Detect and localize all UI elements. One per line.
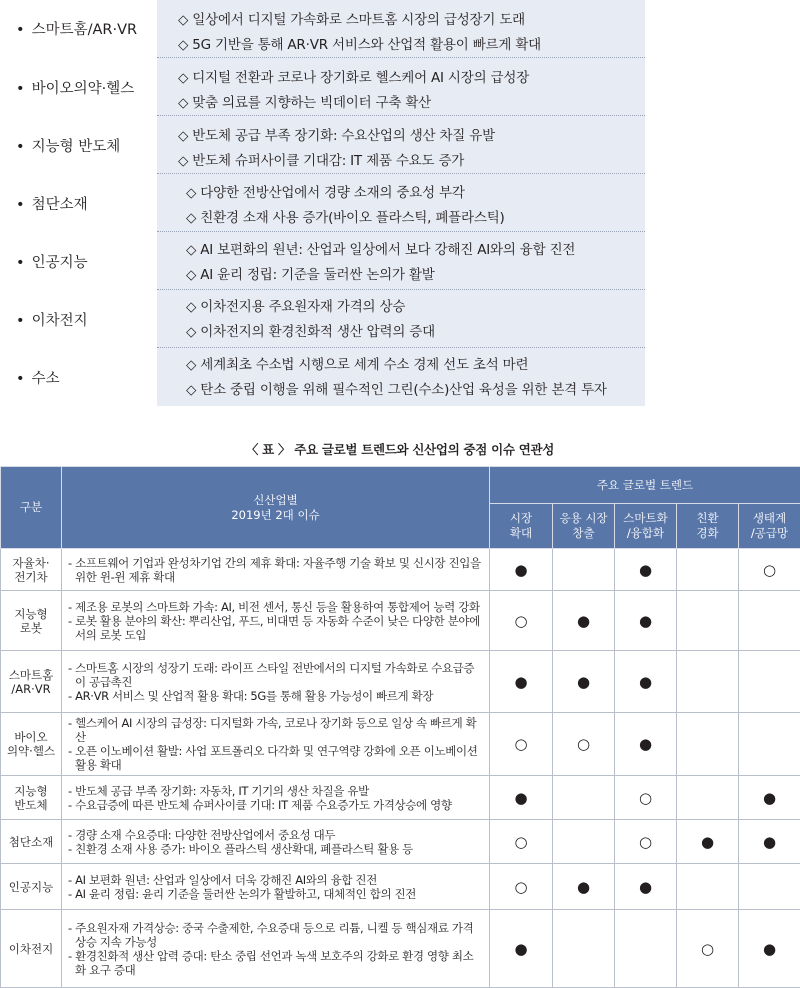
summary-item: ◇ 세계최초 수소법 시행으로 세계 수소 경제 선도 초석 마련 [186, 353, 528, 373]
trend-marker: ○ [490, 591, 553, 651]
summary-label: • 바이오의약·헬스 [16, 77, 134, 98]
table-row [1, 820, 800, 864]
trend-summary-list [0, 0, 800, 406]
summary-row [0, 115, 800, 173]
trend-marker [739, 713, 800, 776]
row-category [1, 776, 62, 820]
summary-item: ◇ 탄소 중립 이행을 위해 필수적인 그린(수소)산업 육성을 위한 본격 투자 [186, 378, 607, 398]
trend-marker [553, 820, 615, 864]
summary-item: ◇ 이차전지의 환경친화적 생산 압력의 증대 [186, 320, 435, 340]
summary-item: ◇ 다양한 전방산업에서 경량 소재의 중요성 부각 [186, 181, 465, 201]
header-trend [677, 504, 739, 549]
summary-item: ◇ 맞춤 의료를 지향하는 빅데이터 구축 확산 [178, 91, 431, 111]
row-description [62, 651, 490, 713]
description-line: - 경량 소재 수요증대: 다양한 전방산업에서 중요성 대두 [68, 828, 483, 842]
description-line: - AR·VR 서비스 및 산업적 활용 확대: 5G를 통해 활용 가능성이 빠르게 확장 [68, 689, 483, 703]
header-trend-line: 확대 [490, 526, 552, 541]
row-category [1, 549, 62, 591]
row-category-line: 지능형 [5, 784, 57, 798]
header-trend-line: 경화 [677, 526, 738, 541]
trend-marker: ● [615, 549, 677, 591]
trend-marker [739, 651, 800, 713]
header-issues [62, 467, 490, 549]
row-category [1, 910, 62, 988]
row-description [62, 591, 490, 651]
summary-item: ◇ 친환경 소재 사용 증가(바이오 플라스틱, 폐플라스틱) [186, 206, 505, 226]
trend-marker [677, 549, 739, 591]
description-line: - 오픈 이노베이션 활발: 사업 포트폴리오 다각화 및 연구역량 강화에 오픈 이노베이션 활용 확대 [68, 744, 483, 772]
header-trend-line: /융합화 [615, 526, 676, 541]
row-category [1, 591, 62, 651]
row-category-line: 로봇 [5, 621, 57, 635]
summary-row [0, 231, 800, 289]
description-line: - AI 보편화 원년: 산업과 일상에서 더욱 강해진 AI와의 융합 진전 [68, 873, 483, 887]
table-row [1, 549, 800, 591]
trend-marker: ● [490, 651, 553, 713]
description-line: - 친환경 소재 사용 증가: 바이오 플라스틱 생산확대, 폐플라스틱 활용 등 [68, 842, 483, 856]
summary-item: ◇ 반도체 슈퍼사이클 기대감: IT 제품 수요도 증가 [178, 149, 464, 169]
table-row [1, 651, 800, 713]
header-trend [615, 504, 677, 549]
row-category-line: 자율차· [5, 556, 57, 570]
description-line: - 수요급증에 따른 반도체 슈퍼사이클 기대: IT 제품 수요증가도 가격상승에 영향 [68, 798, 483, 812]
description-line: - 반도체 공급 부족 장기화: 자동차, IT 기기의 생산 차질을 유발 [68, 784, 483, 798]
table-row [1, 713, 800, 776]
trend-marker: ● [553, 651, 615, 713]
trend-marker [739, 591, 800, 651]
header-trend-line: /공급망 [739, 526, 800, 541]
trend-marker [739, 864, 800, 910]
trend-marker: ○ [615, 776, 677, 820]
trend-marker: ○ [490, 864, 553, 910]
row-description [62, 713, 490, 776]
summary-label: • 지능형 반도체 [16, 135, 120, 156]
summary-item: ◇ 반도체 공급 부족 장기화: 수요산업의 생산 차질 유발 [178, 124, 495, 144]
trend-marker [677, 864, 739, 910]
trend-marker: ○ [615, 820, 677, 864]
trend-marker: ● [739, 776, 800, 820]
trend-marker [553, 549, 615, 591]
row-category [1, 820, 62, 864]
summary-row [0, 173, 800, 231]
trend-marker [553, 910, 615, 988]
header-trend [490, 504, 553, 549]
description-line: - 주요원자재 가격상승: 중국 수출제한, 수요증대 등으로 리튬, 니켈 등 핵심재료 가격상승 지속 가능성 [68, 921, 483, 949]
trend-marker: ● [677, 820, 739, 864]
summary-item: ◇ 이차전지용 주요원자재 가격의 상승 [186, 295, 405, 315]
trend-marker: ○ [553, 713, 615, 776]
header-trend-line: 시장 [490, 511, 552, 526]
row-category-line: 이차전지 [5, 942, 57, 956]
trend-marker [677, 591, 739, 651]
summary-label: • 수소 [16, 367, 60, 388]
table-row [1, 910, 800, 988]
row-category-line: 바이오 [5, 730, 57, 744]
trend-marker [615, 910, 677, 988]
header-trends-group: 주요 글로벌 트렌드 [490, 467, 800, 504]
table-header-row [1, 467, 800, 504]
row-category-line: 지능형 [5, 607, 57, 621]
summary-item: ◇ AI 윤리 정립: 기준을 둘러싼 논의가 활발 [186, 263, 435, 283]
description-line: - 환경친화적 생산 압력 증대: 탄소 중립 선언과 녹색 보호주의 강화로 환경 영향 최소화 요구 증대 [68, 949, 483, 977]
trend-issue-table [0, 466, 800, 988]
description-line: - 로봇 활용 분야의 확산: 뿌리산업, 푸드, 비대면 등 자동화 수준이 낮은 다양한 분야에 서의 로봇 도입 [68, 614, 483, 642]
header-issues-line: 신산업별 [62, 493, 489, 508]
trend-marker: ● [739, 910, 800, 988]
row-category [1, 713, 62, 776]
header-issues-line: 2019년 2대 이슈 [62, 508, 489, 523]
summary-row [0, 289, 800, 347]
description-line: - 제조용 로봇의 스마트화 가속: AI, 비전 센서, 통신 등을 활용하여 통합제어 능력 강화 [68, 600, 483, 614]
trend-marker: ● [739, 820, 800, 864]
trend-marker: ○ [490, 713, 553, 776]
row-description [62, 820, 490, 864]
trend-marker: ● [490, 910, 553, 988]
summary-item: ◇ 디지털 전환과 코로나 장기화로 헬스케어 AI 시장의 급성장 [178, 66, 529, 86]
trend-marker: ● [615, 591, 677, 651]
trend-marker: ● [490, 549, 553, 591]
row-category-line: 인공지능 [5, 880, 57, 894]
trend-marker [677, 776, 739, 820]
row-category-line: 첨단소재 [5, 835, 57, 849]
table-row [1, 864, 800, 910]
summary-item: ◇ 5G 기반을 통해 AR·VR 서비스와 산업적 활용이 빠르게 확대 [178, 33, 541, 53]
summary-row [0, 347, 800, 406]
trend-marker: ● [615, 713, 677, 776]
description-line: - AI 윤리 정립: 윤리 기준을 둘러싼 논의가 활발하고, 대체적인 합의 진전 [68, 887, 483, 901]
table-caption: 〈 표 〉 주요 글로벌 트렌드와 신산업의 중점 이슈 연관성 [0, 440, 800, 458]
description-line: - 헬스케어 AI 시장의 급성장: 디지털화 가속, 코로나 장기화 등으로 일상 속 빠르게 확산 [68, 716, 483, 744]
summary-label: • 이차전지 [16, 309, 88, 330]
trend-marker [677, 651, 739, 713]
row-category [1, 651, 62, 713]
table-row [1, 776, 800, 820]
trend-marker: ● [615, 651, 677, 713]
row-description [62, 864, 490, 910]
header-trend-line: 친환 [677, 511, 738, 526]
description-line: - 소프트웨어 기업과 완성차기업 간의 제휴 확대: 자율주행 기술 확보 및 신시장 진입을 위한 윈-윈 제휴 확대 [68, 556, 483, 584]
row-category-line: 전기차 [5, 570, 57, 584]
description-line: - 스마트홈 시장의 성장기 도래: 라이프 스타일 전반에서의 디지털 가속화로 수요급증이 공급촉진 [68, 661, 483, 689]
row-description [62, 549, 490, 591]
header-trend-line: 창출 [553, 526, 614, 541]
trend-marker: ● [490, 776, 553, 820]
row-description [62, 910, 490, 988]
summary-label: • 인공지능 [16, 251, 88, 272]
trend-marker: ○ [739, 549, 800, 591]
trend-marker: ● [615, 864, 677, 910]
header-category: 구분 [1, 467, 62, 549]
row-category-line: 스마트홈 [5, 668, 57, 682]
trend-marker: ● [553, 591, 615, 651]
summary-label: • 스마트홈/AR·VR [16, 18, 137, 39]
header-trend-line: 스마트화 [615, 511, 676, 526]
row-category-line: 의약·헬스 [5, 744, 57, 758]
trend-marker [553, 776, 615, 820]
header-trend-line: 생태계 [739, 511, 800, 526]
summary-item: ◇ 일상에서 디지털 가속화로 스마트홈 시장의 급성장기 도래 [178, 8, 525, 28]
trend-marker [677, 713, 739, 776]
trend-marker: ○ [490, 820, 553, 864]
summary-row [0, 57, 800, 115]
row-category-line: /AR·VR [5, 682, 57, 696]
summary-label: • 첨단소재 [16, 193, 88, 214]
table-row [1, 591, 800, 651]
row-description [62, 776, 490, 820]
header-trend [553, 504, 615, 549]
summary-item: ◇ AI 보편화의 원년: 산업과 일상에서 보다 강해진 AI와의 융합 진전 [186, 238, 575, 258]
row-category-line: 반도체 [5, 798, 57, 812]
header-trend-line: 응용 시장 [553, 511, 614, 526]
trend-marker: ○ [677, 910, 739, 988]
summary-row [0, 0, 800, 57]
row-category [1, 864, 62, 910]
trend-marker: ● [553, 864, 615, 910]
header-trend [739, 504, 800, 549]
